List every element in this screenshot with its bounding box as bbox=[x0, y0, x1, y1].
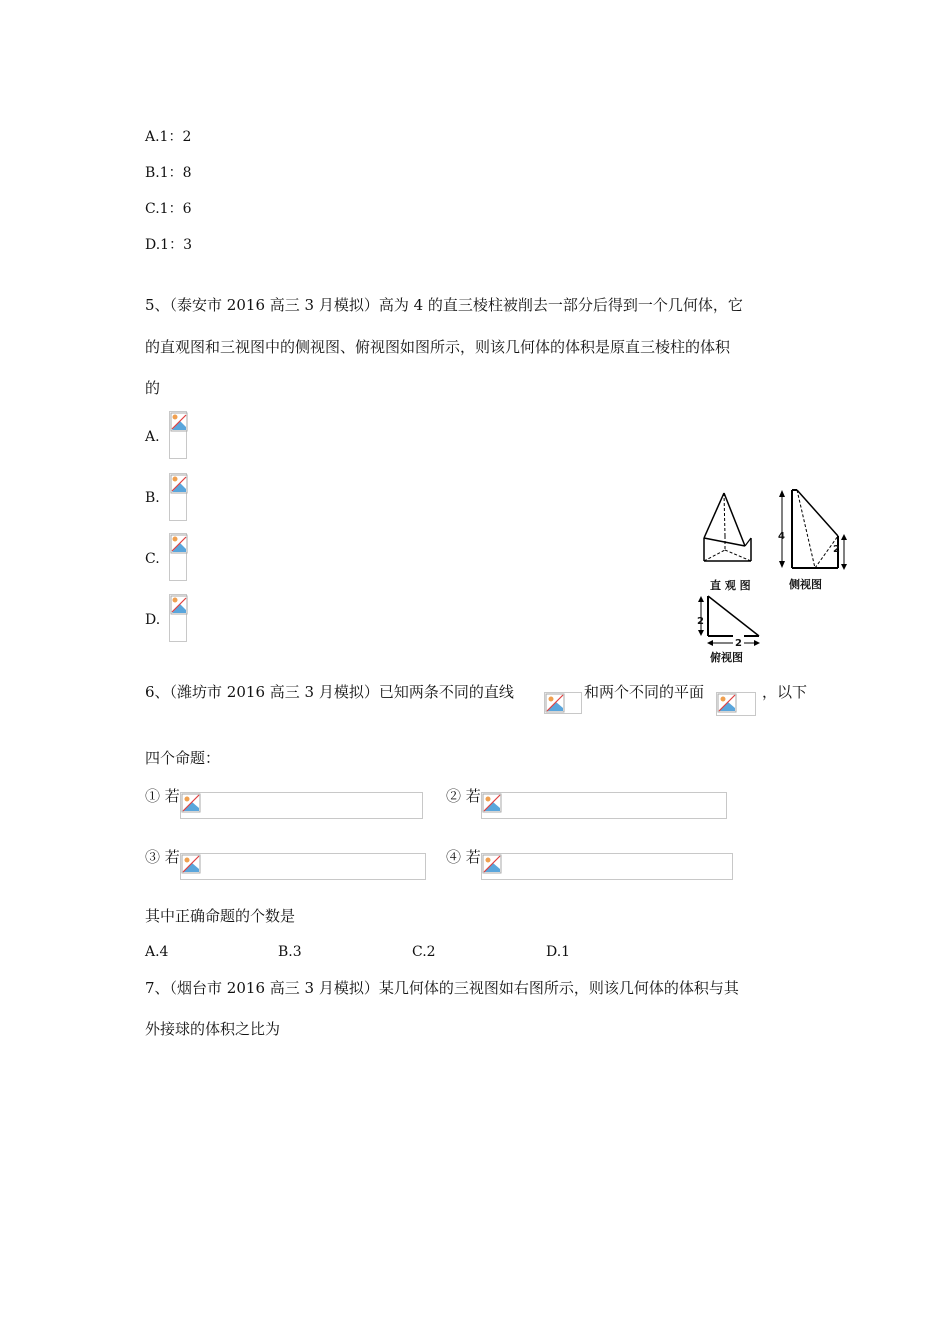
q5-text-line3: 的 bbox=[145, 379, 161, 397]
q7-text-line1: 7、（烟台市 2016 高三 3 月模拟）某几何体的三视图如右图所示，则该几何体的体积与其 bbox=[145, 979, 739, 997]
q6-lines-image bbox=[544, 692, 582, 714]
broken-image-icon bbox=[545, 693, 565, 713]
q6-prop-3-image bbox=[180, 853, 426, 880]
q5-figure-intuitive bbox=[695, 488, 765, 568]
q5-figure-dim-side-height: 4 bbox=[778, 531, 785, 542]
broken-image-icon bbox=[170, 412, 188, 432]
q6-prop-1-image bbox=[180, 792, 423, 819]
q5-option-a-image bbox=[169, 411, 187, 459]
broken-image-icon bbox=[482, 854, 502, 874]
q6-answer-b: B.3 bbox=[278, 944, 302, 960]
q5-figure-caption-side: 侧视图 bbox=[789, 578, 822, 591]
q6-prop-2-image bbox=[481, 792, 727, 819]
q4-option-d: D.1：3 bbox=[145, 237, 192, 253]
broken-image-icon bbox=[170, 474, 188, 494]
q6-text-line1c: ，以下 bbox=[762, 683, 808, 701]
q6-prop-2-label: ② 若 bbox=[446, 787, 481, 805]
q6-text-line2: 四个命题： bbox=[145, 749, 221, 767]
q5-option-b-image bbox=[169, 473, 187, 521]
q5-figure-dim-top-width: 2 bbox=[733, 634, 744, 654]
q5-text-line1: 5、（泰安市 2016 高三 3 月模拟）高为 4 的直三棱柱被削去一部分后得到一个几何体，它 bbox=[145, 296, 743, 314]
q6-text-line1a: 6、（潍坊市 2016 高三 3 月模拟）已知两条不同的直线 bbox=[145, 683, 514, 701]
q5-option-d-image bbox=[169, 594, 187, 642]
q6-text-line1b: 和两个不同的平面 bbox=[584, 683, 705, 701]
q5-figure-caption-top: 俯视图 bbox=[710, 651, 743, 664]
broken-image-icon bbox=[717, 693, 737, 713]
broken-image-icon bbox=[170, 595, 188, 615]
q4-option-a: A.1：2 bbox=[145, 129, 192, 145]
q6-answer-c: C.2 bbox=[412, 944, 436, 960]
q6-prop-1-label: ① 若 bbox=[145, 787, 180, 805]
q6-question: 其中正确命题的个数是 bbox=[145, 907, 296, 925]
q5-figure-dim-top-height: 2 bbox=[697, 616, 704, 627]
broken-image-icon bbox=[181, 854, 201, 874]
q6-prop-4-label: ④ 若 bbox=[446, 848, 481, 866]
q5-option-b-label: B. bbox=[145, 490, 160, 506]
broken-image-icon bbox=[170, 534, 188, 554]
q6-answer-d: D.1 bbox=[546, 944, 571, 960]
q5-option-c-image bbox=[169, 533, 187, 581]
q5-text-line2: 的直观图和三视图中的侧视图、俯视图如图所示，则该几何体的体积是原直三棱柱的体积 bbox=[145, 338, 731, 356]
q6-prop-3-label: ③ 若 bbox=[145, 848, 180, 866]
q5-figure-top-view bbox=[695, 592, 765, 648]
q7-text-line2: 外接球的体积之比为 bbox=[145, 1020, 281, 1038]
q6-answer-a: A.4 bbox=[145, 944, 169, 960]
q5-option-c-label: C. bbox=[145, 551, 160, 567]
q5-figure-caption-front: 直 观 图 bbox=[710, 579, 751, 592]
q4-option-b: B.1：8 bbox=[145, 165, 192, 181]
broken-image-icon bbox=[482, 793, 502, 813]
q5-figure-dim-side-small: 2 bbox=[833, 544, 840, 555]
q4-option-c: C.1：6 bbox=[145, 201, 192, 217]
q5-option-d-label: D. bbox=[145, 612, 161, 628]
q6-prop-4-image bbox=[481, 853, 733, 880]
q5-option-a-label: A. bbox=[145, 429, 160, 445]
q6-planes-image bbox=[716, 692, 756, 716]
broken-image-icon bbox=[181, 793, 201, 813]
